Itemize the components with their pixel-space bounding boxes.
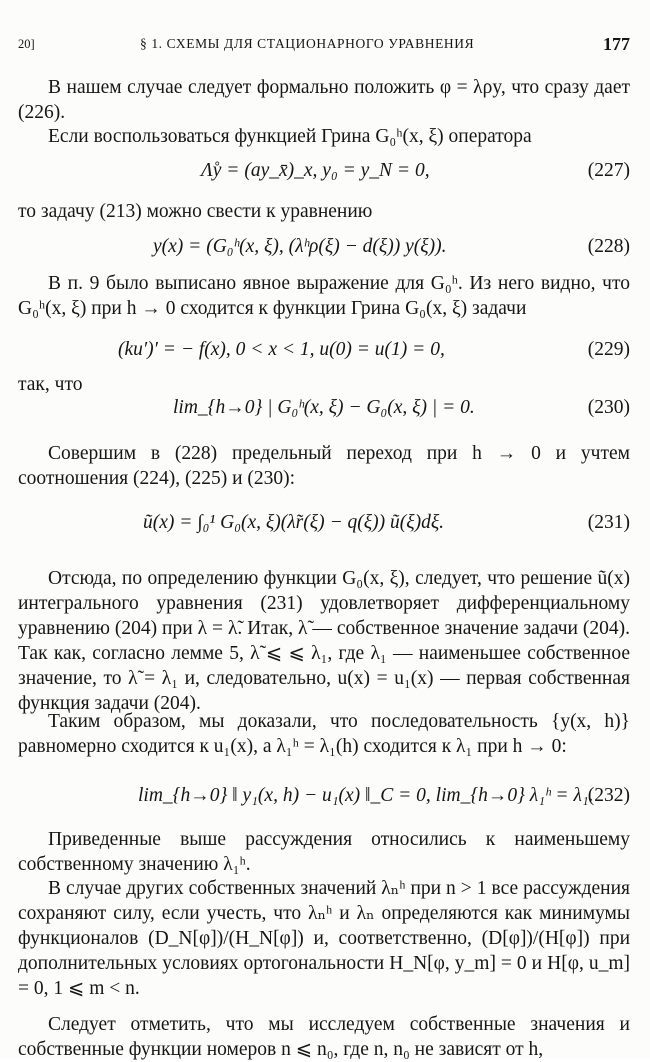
paragraph-10: В случае других собственных значений λₙʰ при n > 1 все рассуждения сохраняют силу, если учесть, что λₙʰ и λₙ определяются как минимумы функционалов (D_N[φ])/(H_N[φ]) и, соответственно, (D[φ])/(H[φ]) при дополнительных условиях ортогональности H_N[φ, y_m] = 0 и H[φ, u_m] = 0, 1 ⩽ m < n. xyxy=(18,878,630,999)
paragraph-9: Приведенные выше рассуждения относились к наименьшему собственному значению λ₁ʰ. xyxy=(18,829,630,875)
equation-232-body: lim_{h→0} ‖ y₁(x, h) − u₁(x) ‖_C = 0, lim_{h→0} λ₁ʰ = λ₁. xyxy=(138,785,594,806)
equation-230-number: (230) xyxy=(587,397,630,418)
equation-228 xyxy=(18,234,630,264)
equation-231-body: ũ(x) = ∫₀¹ G₀(x, ξ)(λ̃r(ξ) − q(ξ)) ũ(ξ)dξ. xyxy=(143,512,445,533)
equation-229 xyxy=(18,337,630,367)
equation-228-number: (228) xyxy=(587,236,630,257)
paragraph-6: Совершим в (228) предельный переход при h → 0 и учтем соотношения (224), (225) и (230): xyxy=(18,443,630,489)
equation-232-number: (232) xyxy=(587,785,630,806)
equation-231-number: (231) xyxy=(587,512,630,533)
running-title: § 1. СХЕМЫ ДЛЯ СТАЦИОНАРНОГО УРАВНЕНИЯ xyxy=(140,36,475,51)
equation-230-body: lim_{h→0} | G₀ʰ(x, ξ) − G₀(x, ξ) | = 0. xyxy=(173,397,475,418)
page-number: 177 xyxy=(603,34,630,54)
paragraph-7: Отсюда, по определению функции G₀(x, ξ), следует, что решение ũ(x) интегрального уравнения (231) удовлетворяет дифференциальному уравнению (204) при λ = λ̃. Итак, λ̃ — собственное значение задачи (204). Так как, согласно лемме 5, λ̃ ⩽ ⩽ λ₁, где λ₁ — наименьшее собственное значение, то λ̃ = λ₁ и, следовательно, u(x) = u₁(x) — первая собственная функция задачи (204). xyxy=(18,568,630,714)
equation-232 xyxy=(18,783,630,813)
paragraph-3: то задачу (213) можно свести к уравнению xyxy=(18,201,373,222)
paragraph-11: Следует отметить, что мы исследуем собственные значения и собственные функции номеров n ⩽ n₀, где n, n₀ не зависят от h, xyxy=(18,1014,630,1060)
paragraph-2: Если воспользоваться функцией Грина G₀ʰ(x, ξ) оператора xyxy=(48,126,532,147)
equation-227-number: (227) xyxy=(587,160,630,181)
paragraph-5: так, что xyxy=(18,374,83,395)
equation-231 xyxy=(18,510,630,540)
section-ref: 20] xyxy=(18,37,35,51)
equation-229-body: (ku′)′ = − f(x), 0 < x < 1, u(0) = u(1) = 0, xyxy=(118,339,445,360)
equation-227-body: Λ̊y = (ay_x̄)_x, y₀ = y_N = 0, xyxy=(201,160,430,181)
equation-227 xyxy=(18,158,630,188)
equation-229-number: (229) xyxy=(587,339,630,360)
equation-228-body: y(x) = (G₀ʰ(x, ξ), (λʰρ(ξ) − d(ξ)) y(ξ)). xyxy=(153,236,447,257)
page-header xyxy=(18,33,630,55)
paragraph-1: В нашем случае следует формально положить φ = λρy, что сразу дает (226). xyxy=(18,77,630,123)
equation-230 xyxy=(18,395,630,425)
paragraph-4: В п. 9 было выписано явное выражение для G₀ʰ. Из него видно, что G₀ʰ(x, ξ) при h → 0 сходится к функции Грина G₀(x, ξ) задачи xyxy=(18,273,630,319)
paragraph-8: Таким образом, мы доказали, что последовательность {y(x, h)} равномерно сходится к u₁(x), а λ₁ʰ = λ₁(h) сходится к λ₁ при h → 0: xyxy=(18,711,630,757)
